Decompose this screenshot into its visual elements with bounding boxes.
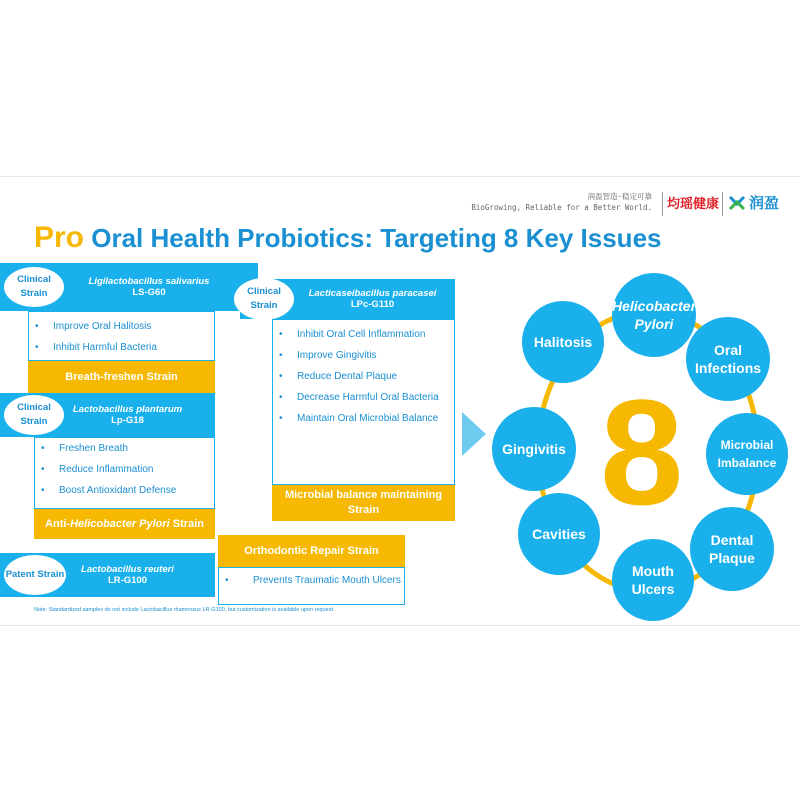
issue-helicobacter-pylori: Helicobacter Pylori [612,273,696,357]
runying-logo-icon [728,194,746,212]
lpc-benefit: • Inhibit Oral Cell Inflammation [273,328,454,341]
lpc-benefits-box [272,319,455,485]
tagline [471,191,652,213]
lp-strain-name: Lactobacillus plantarum [72,404,183,415]
lp-tag-suffix: Strain [169,517,204,530]
ls-strain-tag: Breath-freshen Strain [28,361,215,393]
issue-halitosis: Halitosis [522,301,604,383]
lpc-benefit: • Maintain Oral Microbial Balance [273,412,454,425]
lpc-benefit: • Reduce Dental Plaque [273,370,454,383]
runying-logo-text: 润盈 [749,195,780,212]
lp-clinical-chip: Clinical Strain [4,395,64,435]
ls-clinical-chip: Clinical Strain [4,267,64,307]
issue-oral-infections: Oral Infections [686,317,770,401]
page-title [34,221,662,255]
tagline-cn: 润盈智造·稳定可靠 [587,192,652,201]
lpc-benefit: • Improve Gingivitis [273,349,454,362]
footnote: Note: Standardized samples do not include Lactobacillus rhamnosus LR-G100, but customization is available upon request. [34,607,335,613]
ls-benefit: • Improve Oral Halitosis [29,320,214,333]
ls-benefits-box [28,311,215,361]
lp-benefit: • Freshen Breath [35,442,214,455]
lpc-strain-name: Lacticaseibacillus paracasei [308,288,437,299]
title-rest: Oral Health Probiotics: Targeting 8 Key Issues [91,223,662,253]
ls-benefit: • Inhibit Harmful Bacteria [29,341,214,354]
issue-mouth-ulcers: Mouth Ulcers [612,539,694,621]
lp-strain-tag [34,509,215,539]
issue-cavities: Cavities [518,493,600,575]
ls-strain-code: LS-G60 [132,287,166,298]
lr-patent-chip: Patent Strain [4,555,66,595]
lr-strain-code: LR-G100 [107,575,148,586]
lpc-strain-tag: Microbial balance maintaining Strain [272,485,455,521]
lr-strain-tag: Orthodontic Repair Strain [218,535,405,567]
lr-benefits-box [218,567,405,605]
lpc-strain-code: LPc-G110 [350,299,395,310]
issue-dental-plaque: Dental Plaque [690,507,774,591]
junyao-logo: 均瑶健康 [662,192,719,216]
ls-strain-name: Ligilactobacillus salivarius [88,276,210,287]
tagline-en: BioGrowing, Reliable for a Better World. [471,203,652,212]
lp-strain-code: Lp-G18 [111,415,144,426]
center-number: 8 [600,368,684,536]
lp-tag-italic: Helicobacter Pylori [70,517,170,530]
lr-benefit: • Prevents Traumatic Mouth Ulcers [219,574,404,587]
lr-strain-name: Lactobacillus reuteri [81,564,174,575]
title-pro: Pro [34,221,85,254]
lp-benefit: • Boost Antioxidant Defense [35,484,214,497]
issue-gingivitis: Gingivitis [492,407,576,491]
lp-benefit: • Reduce Inflammation [35,463,214,476]
slide [0,176,800,626]
runying-logo [722,192,798,216]
right-arrow-icon [462,412,486,456]
lpc-clinical-chip: Clinical Strain [234,278,294,320]
lpc-benefit: • Decrease Harmful Oral Bacteria [273,391,454,404]
issue-microbial-imbalance: Microbial Imbalance [706,413,788,495]
lp-tag-prefix: Anti- [45,517,71,530]
lp-benefits-box [34,437,215,509]
